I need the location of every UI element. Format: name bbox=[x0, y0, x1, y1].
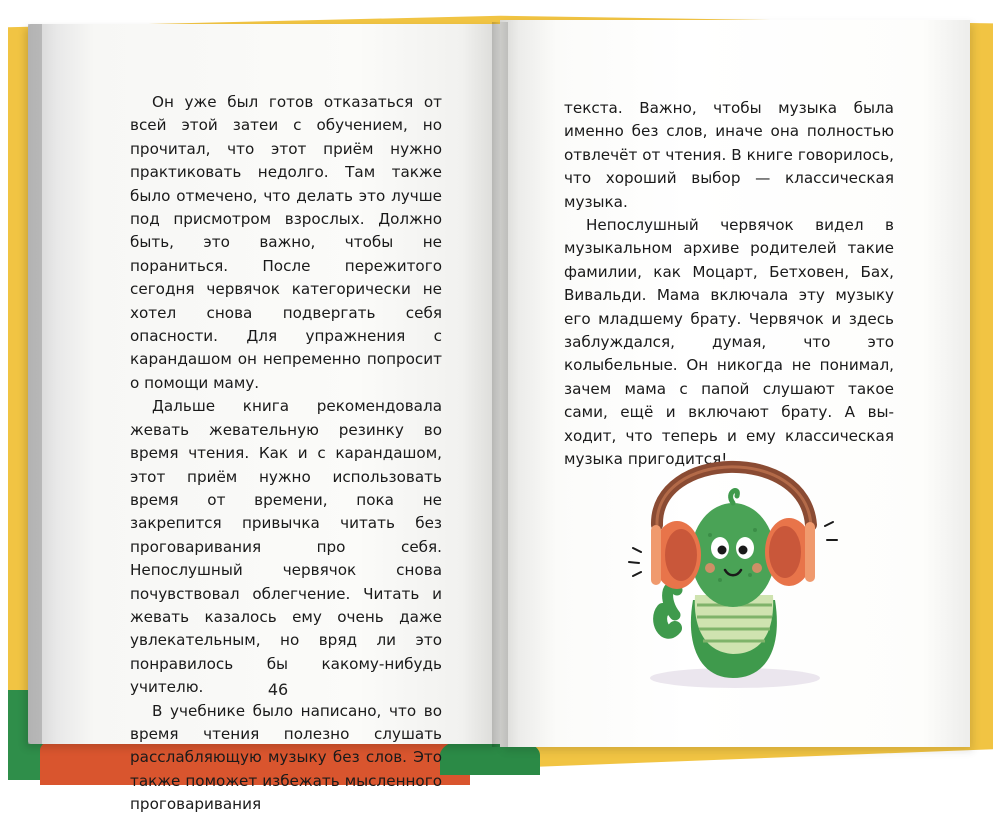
right-page-text bbox=[564, 97, 894, 472]
paragraph: Дальше книга рекомендовала жевать жевательную резинку во время чтения. Как и с карандашом, этот приём нужно использовать время от времени, пока не закрепится привычка читать без проговаривания про себя. Непослушный червячок снова почувствовал облегчение. Читать и жевать казалось ему очень даже увлекательным, но вряд ли это понравилось бы какому-нибудь учителю. bbox=[130, 397, 442, 697]
worm-with-headphones-illustration bbox=[615, 430, 845, 695]
paragraph: Он уже был готов отказаться от всей этой затеи с обучением, но прочитал, что этот приём нужно практиковать недолго. Там также было отмечено, что делать это лучше под присмотром взрослых. Должно быть, это важно, чтобы не пораниться. После пережитого сегодня червячок категорически не хотел снова подвергать себя опасности. Для упражнения с карандашом он непременно попросит о помощи маму. bbox=[130, 93, 442, 392]
paragraph-continuation: текста. Важно, чтобы музыка была именно без слов, иначе она полностью отвлечёт от чтения. В книге говорилось, что хороший выбор — классическая музыка. bbox=[564, 99, 894, 211]
paragraph: Непослушный червячок видел в музыкальном архиве родителей такие фамилии, как Моцарт, Бетховен, Бах, Вивальди. Мама включала эту музыку его младшему брату. Червячок и здесь заблуждался, думая, что это колыбельные. Он никогда не понимал, зачем мама с папой слушают такое сами, ещё и включают брату. А выходит, что теперь и ему классическая музыка пригодится! bbox=[564, 216, 894, 469]
page-number: 46 bbox=[267, 680, 289, 699]
left-page-edge bbox=[28, 24, 42, 744]
left-page-text bbox=[130, 91, 442, 817]
book-gutter bbox=[492, 22, 508, 747]
paragraph: В учебнике было написано, что во время чтения полезно слушать расслабляющую музыку без слов. Это также поможет избежать мысленного проговаривания bbox=[130, 701, 442, 814]
